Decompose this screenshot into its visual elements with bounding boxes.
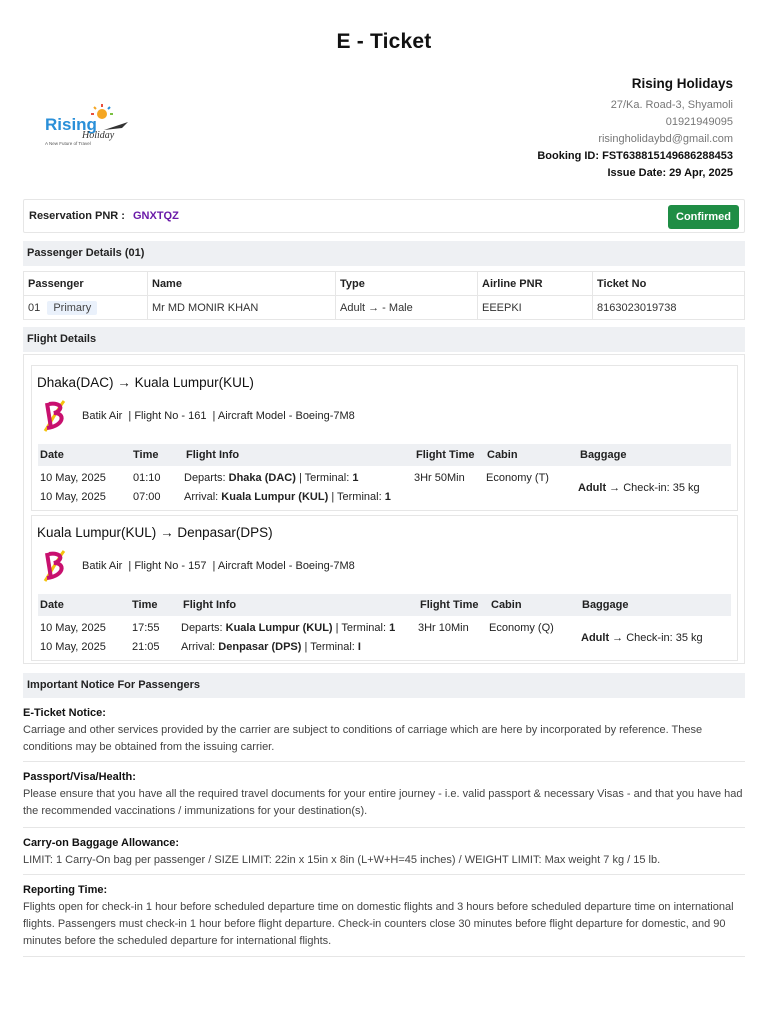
flight-leg [31, 365, 738, 511]
notice-section-title: Important Notice For Passengers [23, 673, 745, 698]
arrival-time: 07:00 [133, 491, 161, 503]
arrival-info [181, 641, 361, 653]
logo-plane-icon [104, 122, 128, 130]
notice-title: E-Ticket Notice: [23, 707, 106, 719]
departure-place: Kuala Lumpur (KUL) [225, 622, 333, 634]
batik-air-logo-icon [37, 398, 73, 434]
reservation-pnr-box [23, 199, 745, 233]
notice-body: Carriage and other services provided by the carrier are subject to conditions of carriage which are here by incorporated by reference. These conditions may be obtained from the issuing carrier. [23, 724, 703, 753]
arrival-date: 10 May, 2025 [40, 641, 106, 653]
arrow-right-icon: → [117, 375, 131, 390]
route-to: Denpasar(DPS) [177, 525, 273, 540]
company-logo [42, 100, 132, 148]
notice-item [23, 771, 745, 828]
flight-number: | Flight No - 161 [128, 410, 207, 422]
flight-leg [31, 515, 738, 661]
departure-label: Departs: [184, 472, 226, 484]
passenger-table [23, 271, 745, 320]
company-info [537, 76, 733, 182]
flight-details [23, 354, 745, 664]
airline-name: Batik Air [82, 560, 123, 572]
passenger-index: 01 [28, 301, 41, 314]
logo-wordmark: Rising [45, 115, 97, 134]
company-name: Rising Holidays [631, 76, 733, 91]
col-passenger: Passenger [24, 272, 148, 296]
route-title [37, 525, 273, 540]
col-time: Time [133, 449, 159, 461]
baggage-info [578, 482, 700, 494]
arrival-time: 21:05 [132, 641, 160, 653]
departure-date: 10 May, 2025 [40, 472, 106, 484]
aircraft-model: | Aircraft Model - Boeing-7M8 [212, 410, 355, 422]
notice-title: Carry-on Baggage Allowance: [23, 837, 180, 849]
logo-subtext: Holiday [82, 130, 115, 141]
pnr-label: Reservation PNR : [29, 210, 125, 222]
col-flight-time: Flight Time [416, 449, 475, 461]
col-ticket-no: Ticket No [593, 272, 745, 296]
departure-date: 10 May, 2025 [40, 622, 106, 634]
arrival-label: Arrival: [181, 641, 216, 653]
baggage-passenger-type: Adult [578, 482, 607, 494]
baggage-passenger-type: Adult [581, 632, 610, 644]
col-airline-pnr: Airline PNR [478, 272, 593, 296]
flight-table-header [38, 444, 731, 466]
terminal-value: 1 [389, 622, 396, 634]
col-cabin: Cabin [487, 449, 518, 461]
ticket-number: 8163023019738 [593, 296, 745, 320]
arrival-place: Kuala Lumpur (KUL) [221, 491, 329, 503]
flight-duration: 3Hr 10Min [418, 622, 469, 634]
arrow-right-icon: → [160, 525, 174, 540]
col-flight-info: Flight Info [186, 449, 240, 461]
passenger-cell [24, 296, 148, 320]
logo-tagline: A New Future of Travel [45, 141, 91, 146]
route-to: Kuala Lumpur(KUL) [134, 375, 254, 390]
notice-body: Flights open for check-in 1 hour before scheduled departure time on domestic flights and 3 hours before scheduled departure time on international flights. Passengers must check-in 1 hour before flight departure. Check-in counters close 30 minutes before flight departure for domestic, and 90 minutes before the scheduled departure for international flights. [23, 901, 734, 947]
col-date: Date [40, 449, 64, 461]
notice-title: Reporting Time: [23, 884, 108, 896]
arrival-date: 10 May, 2025 [40, 491, 106, 503]
departure-label: Departs: [181, 622, 223, 634]
status-badge: Confirmed [668, 205, 739, 229]
col-flight-time: Flight Time [420, 599, 479, 611]
flight-section-title: Flight Details [23, 327, 745, 352]
arrival-row [38, 641, 568, 659]
route-title [37, 375, 254, 390]
departure-place: Dhaka (DAC) [228, 472, 296, 484]
cabin-class: Economy (Q) [489, 622, 554, 634]
terminal-value: I [357, 641, 361, 653]
notice-title: Passport/Visa/Health: [23, 771, 136, 783]
airline-info [82, 410, 358, 422]
passenger-section-title: Passenger Details (01) [23, 241, 745, 266]
route-from: Kuala Lumpur(KUL) [37, 525, 157, 540]
aircraft-model: | Aircraft Model - Boeing-7M8 [212, 560, 355, 572]
passenger-table-header [24, 272, 745, 296]
company-address: 27/Ka. Road-3, Shyamoli [610, 99, 733, 111]
departure-row [38, 472, 731, 494]
terminal-label: | Terminal: [331, 491, 382, 503]
notice-item [23, 837, 745, 875]
arrival-row [38, 491, 568, 509]
col-name: Name [148, 272, 336, 296]
col-type: Type [336, 272, 478, 296]
airline-name: Batik Air [82, 410, 123, 422]
flight-table-header [38, 594, 731, 616]
airline-pnr: EEEPKI [478, 296, 593, 320]
notice-item [23, 707, 745, 762]
col-baggage: Baggage [580, 449, 627, 461]
company-email: risingholidaybd@gmail.com [598, 133, 733, 145]
booking-id: Booking ID: FST638815149686288453 [537, 150, 733, 162]
col-date: Date [40, 599, 64, 611]
page-title: E - Ticket [336, 30, 432, 53]
arrival-info [184, 491, 391, 503]
departure-info [181, 622, 395, 634]
primary-tag: Primary [47, 301, 97, 315]
departure-info [184, 472, 358, 484]
col-time: Time [132, 599, 158, 611]
notice-body: LIMIT: 1 Carry-On bag per passenger / SIZE LIMIT: 22in x 15in x 8in (L+W+H=45 inches) / WEIGHT LIMIT: Max weight 7 kg / 15 lb. [23, 854, 661, 866]
baggage-info [581, 632, 703, 644]
col-cabin: Cabin [491, 599, 522, 611]
arrival-label: Arrival: [184, 491, 219, 503]
passenger-type: Adult → - Male [336, 296, 478, 320]
terminal-value: 1 [352, 472, 359, 484]
terminal-label: | Terminal: [335, 622, 386, 634]
pnr-value: GNXTQZ [133, 210, 179, 222]
departure-time: 17:55 [132, 622, 160, 634]
flight-number: | Flight No - 157 [128, 560, 207, 572]
batik-air-logo-icon [37, 548, 73, 584]
col-baggage: Baggage [582, 599, 629, 611]
company-phone: 01921949095 [665, 116, 733, 128]
arrival-place: Denpasar (DPS) [218, 641, 302, 653]
col-flight-info: Flight Info [183, 599, 237, 611]
passenger-name: Mr MD MONIR KHAN [148, 296, 336, 320]
flight-duration: 3Hr 50Min [414, 472, 465, 484]
issue-date: Issue Date: 29 Apr, 2025 [607, 167, 733, 179]
baggage-allowance: → Check-in: 35 kg [609, 482, 700, 494]
terminal-label: | Terminal: [298, 472, 350, 484]
baggage-allowance: → Check-in: 35 kg [612, 632, 703, 644]
notice-body: Please ensure that you have all the required travel documents for your entire journey - i.e. valid passport & necessary Visas - and that you have had the recommended vaccinations / immunizations for your destination(s). [23, 788, 743, 817]
airline-info [82, 560, 358, 572]
cabin-class: Economy (T) [486, 472, 549, 484]
departure-row [38, 622, 731, 644]
terminal-value: 1 [384, 491, 391, 503]
route-from: Dhaka(DAC) [37, 375, 114, 390]
notice-item [23, 884, 745, 957]
terminal-label: | Terminal: [304, 641, 355, 653]
table-row [24, 296, 745, 320]
departure-time: 01:10 [133, 472, 161, 484]
